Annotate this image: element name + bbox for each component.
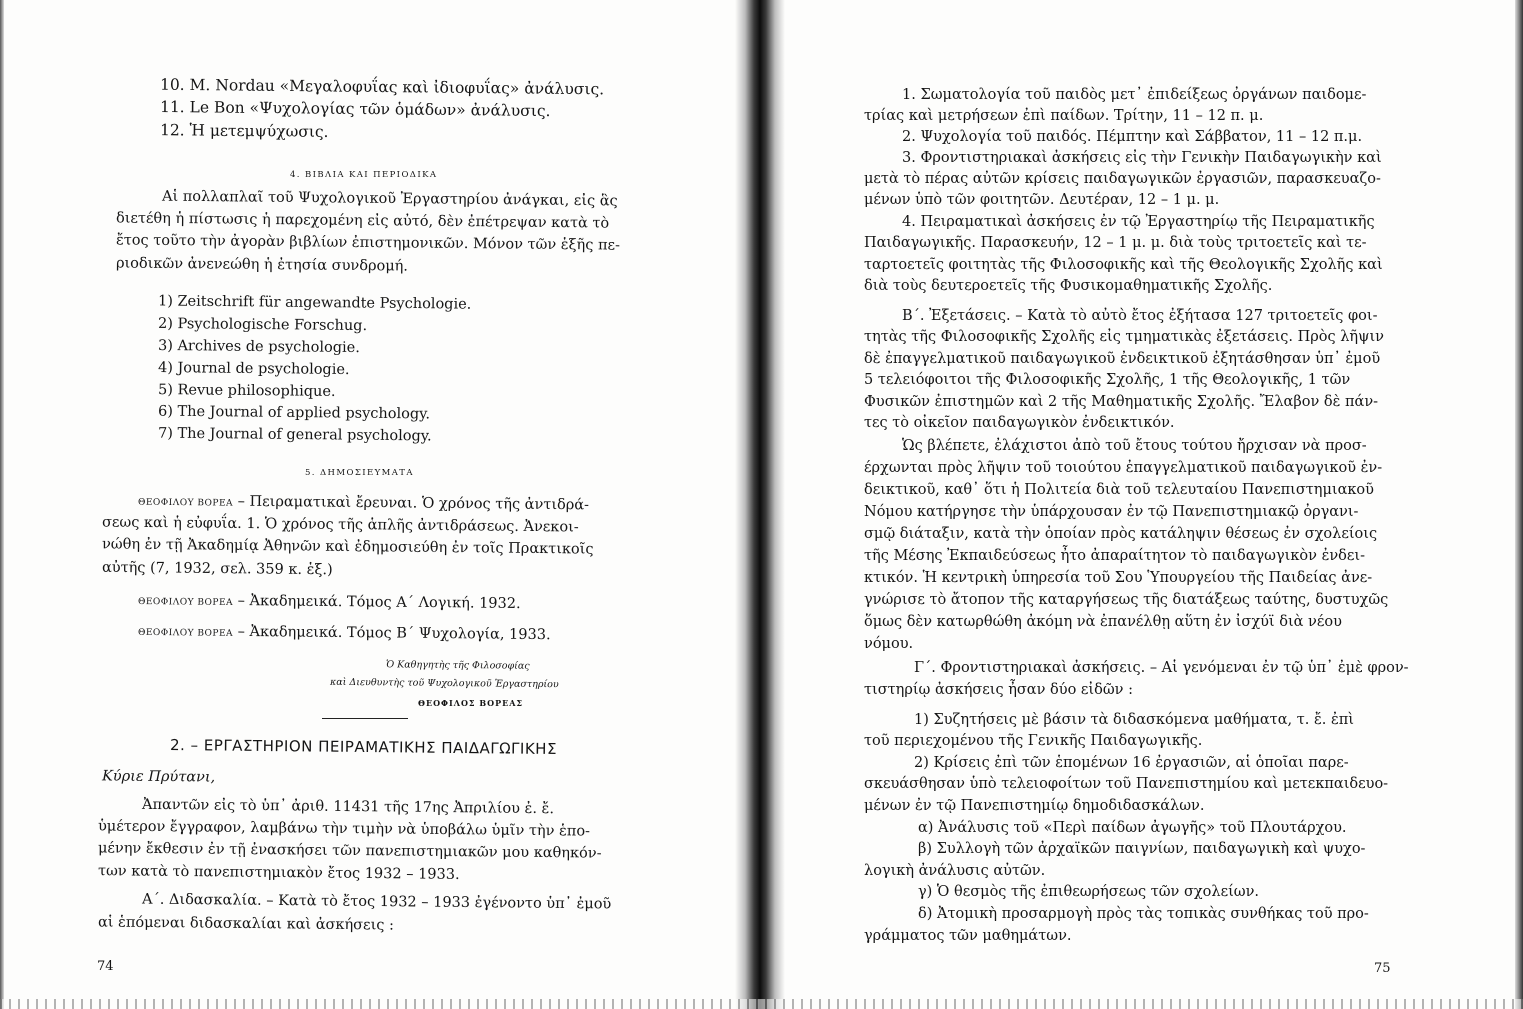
list-item: 11. Le Bon «Ψυχολογίας τῶν ὁμάδων» ἀνάλυσις. — [159, 97, 551, 121]
text-line: μένων ὑπὸ τῶν φοιτητῶν. Δευτέραν, 12 – 1 μ. μ. — [864, 192, 1220, 208]
text-line: δὲ ἐπαγγελματικοῦ παιδαγωγικοῦ ἐνδεικτικοῦ ἐξητάσθησαν ὑπ᾽ ἐμοῦ — [864, 351, 1381, 367]
list-item: 3) Archives de psychologie. — [157, 337, 360, 357]
text-line: δεικτικοῦ, καθ᾽ ὅτι ἡ Πολιτεία διὰ τοῦ τελευταίου Πανεπιστημιακοῦ — [864, 482, 1374, 498]
text-line: μένων ἐν τῷ Πανεπιστημίῳ δημοδιδασκάλων. — [864, 798, 1205, 814]
text-line: Ὡς βλέπετε, ἐλάχιστοι ἀπὸ τοῦ ἔτους τούτου ἤρχισαν νὰ προσ- — [902, 438, 1367, 454]
text-line: Α΄. Διδασκαλία. – Κατὰ τὸ ἔτος 1932 – 1933 ἐγένοντο ὑπ᾽ ἐμοῦ — [141, 891, 612, 913]
text-line: νόμου. — [864, 636, 914, 652]
text-line: 3. Φροντιστηριακαὶ ἀσκήσεις εἰς τὴν Γενικὴν Παιδαγωγικὴν καὶ — [902, 150, 1382, 166]
text-line: 1) Συζητήσεις μὲ βάσιν τὰ διδασκόμενα μαθήματα, τ. ἔ. ἐπὶ — [914, 712, 1354, 728]
section-heading: 5. ΔΗΜΟΣΙΕΥΜΑΤΑ — [305, 468, 414, 478]
text-span: – Ἀκαδημεικά. Τόμος Β΄ Ψυχολογία, 1933. — [232, 623, 551, 644]
list-item: 4) Journal de psychologie. — [157, 359, 350, 379]
text-line: λογικὴ ἀνάλυσις αὐτῶν. — [864, 863, 1046, 879]
text-line: των κατὰ τὸ πανεπιστημιακὸν ἔτος 1932 – 1933. — [97, 863, 460, 883]
list-item: 6) The Journal of applied psychology. — [157, 403, 431, 423]
author-name: ΘΕΟΦΙΛΟΥ ΒΟΡΕΑ — [137, 596, 234, 608]
text-line: ταρτοετεῖς φοιτητὰς τῆς Φιλοσοφικῆς καὶ τῆς Θεολογικῆς Σχολῆς καὶ — [864, 257, 1383, 273]
page-number: 75 — [1374, 961, 1391, 976]
text-line: Αἱ πολλαπλαῖ τοῦ Ψυχολογικοῦ Ἐργαστηρίου ἀνάγκαι, εἰς ἃς — [161, 188, 618, 210]
page-number: 74 — [97, 959, 114, 974]
list-item: 7) The Journal of general psychology. — [157, 425, 432, 445]
list-item: 1) Zeitschrift für angewandte Psychologie. — [157, 293, 472, 313]
text-line: Β΄. Ἐξετάσεις. – Κατὰ τὸ αὐτὸ ἔτος ἐξήτασα 127 τριτοετεῖς φοι- — [902, 308, 1378, 324]
text-line: γνώρισε τὸ ἄτοπον τῆς καταργήσεως τῆς διατάξεως ταύτης, δυστυχῶς — [864, 592, 1389, 608]
text-line: αὐτῆς (7, 1932, σελ. 359 κ. ἑξ.) — [101, 559, 333, 579]
text-line: ὅμως δὲν κατωρθώθη ἀκόμη νὰ ἐπανέλθῃ αὕτη ἐν ἰσχύϊ διὰ νέου — [864, 614, 1342, 630]
list-item: 5) Revue philosophique. — [157, 382, 336, 400]
text-span: – Ἀκαδημεικά. Τόμος Α΄ Λογική. 1932. — [232, 592, 521, 613]
right-page — [770, 0, 1523, 1009]
text-line: Παιδαγωγικῆς. Παρασκευήν, 12 – 1 μ. μ. διὰ τοὺς τριτοετεῖς καὶ τε- — [864, 235, 1367, 251]
section-heading: 4. ΒΙΒΛΙΑ ΚΑΙ ΠΕΡΙΟΔΙΚΑ — [290, 170, 438, 180]
scan-edge — [0, 999, 1523, 1009]
text-line: αἱ ἑπόμεναι διδασκαλίαι καὶ ἀσκήσεις : — [97, 914, 394, 934]
text-line: ἔτος τοῦτο τὴν ἀγορὰν βιβλίων ἐπιστημονικῶν. Μόνον τῶν ἑξῆς πε- — [115, 232, 621, 254]
text-line: Γ΄. Φροντιστηριακαὶ ἀσκήσεις. – Αἱ γενόμεναι ἐν τῷ ὑπ᾽ ἐμὲ φρον- — [914, 660, 1409, 676]
text-line: Νόμου κατήργησε τὴν ὑπάρχουσαν ἐν τῷ Πανεπιστημιακῷ ὀργανι- — [864, 504, 1359, 520]
text-line: 5 τελειόφοιτοι τῆς Φιλοσοφικῆς Σχολῆς, 1 τῆς Θεολογικῆς, 1 τῶν — [864, 372, 1351, 388]
page-edge — [1515, 0, 1523, 1009]
text-line: ριοδικῶν ἀνενεώθη ἡ ἐτησία συνδρομή. — [115, 255, 409, 275]
text-line: τητὰς τῆς Φιλοσοφικῆς Σχολῆς εἰς τμηματικὰς ἐξετάσεις. Πρὸς λῆψιν — [864, 329, 1384, 345]
text-line: τρίας καὶ μετρήσεων ἐπὶ παίδων. Τρίτην, 11 – 12 π. μ. — [864, 108, 1264, 124]
author-name: ΘΕΟΦΙΛΟΥ ΒΟΡΕΑ — [137, 497, 234, 509]
divider — [322, 718, 408, 719]
text-line: 2. Ψυχολογία τοῦ παιδός. Πέμπτην καὶ Σάββατον, 11 – 12 π.μ. — [902, 129, 1363, 145]
salutation: Κύριε Πρύτανι, — [101, 768, 216, 786]
text-line: σμῷ διάταξιν, κατὰ τὴν ὁποίαν πρὸς κατάληψιν θέσεως ἐν σχολείοις — [864, 526, 1378, 542]
text-line: διετέθη ἡ πίστωσις ἡ παρεχομένη εἰς αὐτό, δὲν ἐπέτρεψαν κατὰ τὸ — [115, 210, 610, 232]
text-line: κτικόν. Ἡ κεντρικὴ ὑπηρεσία τοῦ Σου Ὑπουργείου τῆς Παιδείας ἀνε- — [864, 570, 1373, 586]
text-line: νώθη ἐν τῇ Ἀκαδημίᾳ Ἀθηνῶν καὶ ἐδημοσιεύθη ἐν τοῖς Πρακτικοῖς — [101, 536, 594, 558]
text-span: – Πειραματικαὶ ἔρευναι. Ὁ χρόνος τῆς ἀντιδρά- — [232, 493, 590, 514]
text-line: τες τὸ οἰκεῖον παιδαγωγικὸν ἐνδεικτικόν. — [864, 415, 1175, 431]
text-line: μένην ἔκθεσιν ἐν τῇ ἐνασκήσει τῶν πανεπιστημιακῶν μου καθηκόν- — [97, 840, 602, 862]
page-edge — [0, 0, 4, 1009]
signature-line: καὶ Διευθυντὴς τοῦ Ψυχολογικοῦ Ἐργαστηρίου — [329, 676, 559, 691]
list-item: 12. Ἡ μετεμψύχωσις. — [159, 121, 329, 141]
list-item: β) Συλλογὴ τῶν ἀρχαϊκῶν παιγνίων, παιδαγωγικὴ καὶ ψυχο- — [918, 841, 1366, 857]
signature-name: ΘΕΟΦΙΛΟΣ ΒΟΡΕΑΣ — [418, 698, 524, 708]
text-line: γράμματος τῶν μαθημάτων. — [864, 928, 1072, 944]
left-page — [0, 0, 744, 1009]
text-line: τιστηρίῳ ἀσκήσεις ἦσαν δύο εἰδῶν : — [864, 682, 1133, 698]
author-name: ΘΕΟΦΙΛΟΥ ΒΟΡΕΑ — [137, 627, 234, 639]
text-line: ὑμέτερον ἔγγραφον, λαμβάνω τὴν τιμὴν νὰ ὑποβάλω ὑμῖν τὴν ἑπο- — [97, 818, 591, 840]
book-gutter — [735, 0, 785, 1009]
text-line — [138, 492, 589, 517]
text-line: Φυσικῶν ἐπιστημῶν καὶ 2 τῆς Μαθηματικῆς Σχολῆς. Ἔλαβον δὲ πάν- — [864, 394, 1379, 410]
text-line: σκευάσθησαν ὑπὸ τελειοφοίτων τοῦ Πανεπιστημίου καὶ μετεκπαιδευο- — [864, 776, 1389, 792]
list-item: α) Ἀνάλυσις τοῦ «Περὶ παίδων ἀγωγῆς» τοῦ Πλουτάρχου. — [918, 820, 1347, 836]
signature-line: Ὁ Καθηγητὴς τῆς Φιλοσοφίας — [385, 659, 530, 672]
section-title: 2. – ΕΡΓΑΣΤΗΡΙΟΝ ΠΕΙΡΑΜΑΤΙΚΗΣ ΠΑΙΔΑΓΩΓΙΚΗΣ — [169, 735, 558, 759]
list-item: 10. M. Nordau «Μεγαλοφυΐας καὶ ἰδιοφυΐας» ἀνάλυσις. — [159, 75, 605, 99]
list-item: δ) Ἀτομικὴ προσαρμογὴ πρὸς τὰς τοπικὰς συνθήκας τοῦ προ- — [918, 906, 1369, 922]
text-line: τοῦ περιεχομένου τῆς Γενικῆς Παιδαγωγικῆς. — [864, 733, 1203, 749]
text-line: μετὰ τὸ πέρας αὐτῶν κρίσεις παιδαγωγικῶν ἐργασιῶν, παρασκευαζο- — [864, 171, 1381, 187]
text-line: 1. Σωματολογία τοῦ παιδὸς μετ᾽ ἐπιδείξεως ὀργάνων παιδομε- — [902, 87, 1367, 103]
text-line: 2) Κρίσεις ἐπὶ τῶν ἑπομένων 16 ἐργασιῶν, αἱ ὁποῖαι παρε- — [914, 755, 1349, 771]
text-line: 4. Πειραματικαὶ ἀσκήσεις ἐν τῷ Ἐργαστηρίῳ τῆς Πειραματικῆς — [902, 214, 1375, 230]
text-line: τῆς Μέσης Ἐκπαιδεύσεως ἦτο ἀπαραίτητον τὸ παιδαγωγικὸν ἐνδει- — [864, 548, 1365, 564]
text-line: Ἀπαντῶν εἰς τὸ ὑπ᾽ ἀριθ. 11431 τῆς 17ης Ἀπριλίου ἐ. ἔ. — [141, 796, 555, 818]
text-line: διὰ τοὺς δευτεροετεῖς τῆς Φυσικομαθηματικῆς Σχολῆς. — [864, 278, 1273, 294]
text-line — [138, 622, 551, 646]
list-item: 2) Psychologische Forschug. — [157, 315, 368, 335]
text-line: σεως καὶ ἡ εὐφυΐα. 1. Ὁ χρόνος τῆς ἁπλῆς ἀντιδράσεως. Ἀνεκοι- — [101, 514, 579, 536]
list-item: γ) Ὁ θεσμὸς τῆς ἐπιθεωρήσεως τῶν σχολείων. — [918, 884, 1260, 900]
text-line: έρχωνται πρὸς λῆψιν τοῦ τοιούτου ἐπαγγελματικοῦ παιδαγωγικοῦ ἐν- — [864, 460, 1383, 476]
text-line — [138, 591, 521, 615]
